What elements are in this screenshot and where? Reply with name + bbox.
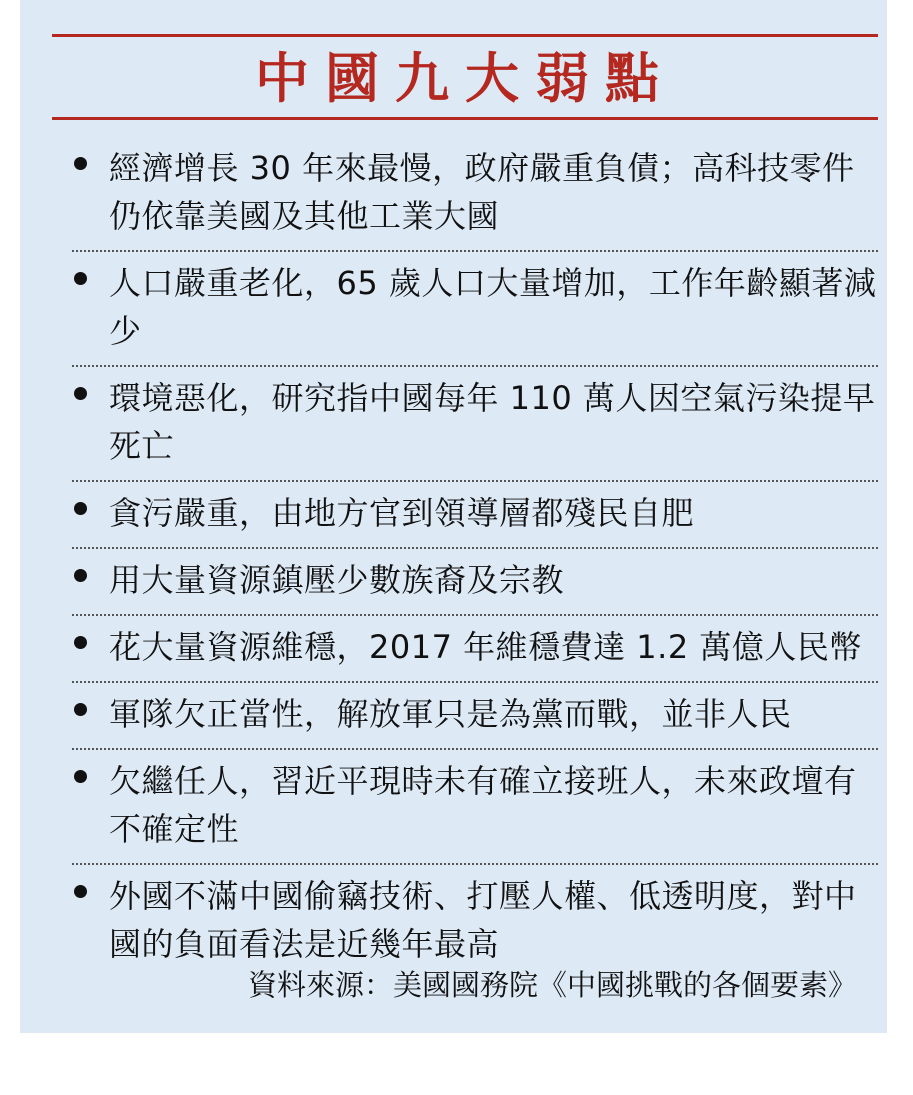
list-item bbox=[72, 482, 878, 549]
list-item-text: 環境惡化，研究指中國每年 110 萬人因空氣污染提早死亡 bbox=[109, 379, 876, 465]
list-item-text: 貪污嚴重，由地方官到領導層都殘民自肥 bbox=[109, 494, 695, 532]
bullet-icon bbox=[74, 569, 87, 582]
source-credit: 資料來源：美國國務院《中國挑戰的各個要素》 bbox=[247, 968, 857, 1002]
list-item-text: 軍隊欠正當性，解放軍只是為黨而戰，並非人民 bbox=[109, 695, 792, 733]
list-item-text: 人口嚴重老化，65 歲人口大量增加，工作年齡顯著減少 bbox=[109, 264, 877, 350]
list-item bbox=[72, 367, 878, 482]
list-item bbox=[72, 252, 878, 367]
bullet-icon bbox=[74, 272, 87, 285]
infobox-panel bbox=[20, 0, 887, 1033]
list-item-text: 花大量資源維穩，2017 年維穩費達 1.2 萬億人民幣 bbox=[109, 628, 862, 666]
list-item bbox=[72, 750, 878, 865]
bullet-icon bbox=[74, 636, 87, 649]
list-item-text: 用大量資源鎮壓少數族裔及宗教 bbox=[109, 561, 565, 599]
list-item bbox=[72, 137, 878, 252]
list-item bbox=[72, 683, 878, 750]
list-item bbox=[72, 549, 878, 616]
list-item-text: 欠繼任人，習近平現時未有確立接班人，未來政壇有不確定性 bbox=[109, 762, 857, 848]
infobox-title: 中國九大弱點 bbox=[255, 47, 675, 110]
bullet-icon bbox=[74, 157, 87, 170]
bullet-icon bbox=[74, 502, 87, 515]
bullet-icon bbox=[74, 885, 87, 898]
bullet-icon bbox=[74, 387, 87, 400]
bullet-icon bbox=[74, 703, 87, 716]
title-top-rule bbox=[52, 34, 878, 37]
list-item bbox=[72, 616, 878, 683]
list-item-text: 經濟增長 30 年來最慢，政府嚴重負債；高科技零件仍依靠美國及其他工業大國 bbox=[109, 149, 855, 235]
title-bottom-rule bbox=[52, 117, 878, 120]
list-item bbox=[72, 865, 878, 978]
bullet-icon bbox=[74, 770, 87, 783]
list-item-text: 外國不滿中國偷竊技術、打壓人權、低透明度，對中國的負面看法是近幾年最高 bbox=[109, 877, 857, 963]
weakness-list bbox=[72, 137, 878, 978]
